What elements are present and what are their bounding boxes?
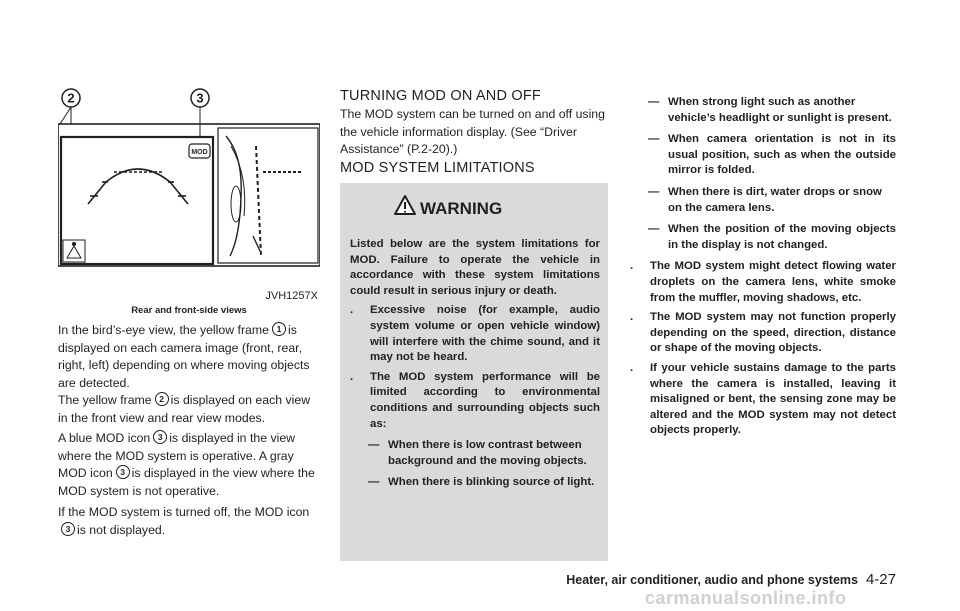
paragraph-mod-icon: A blue MOD icon 3 is displayed in the view where the MOD system is operative. A gray MOD icon 3 is displayed in the view where the MOD system is not operative.: [58, 431, 315, 498]
callout-ref-3a: 3: [153, 430, 167, 444]
callout-ref-3c: 3: [61, 522, 75, 536]
svg-text:MOD: MOD: [191, 149, 208, 156]
figure-code: JVH1257X: [265, 290, 318, 302]
list-item: — When camera orientation is not in its usual position, such as when the outside mirror is folded.: [648, 133, 896, 177]
list-item: — When there is dirt, water drops or snow on the camera lens.: [648, 185, 882, 214]
callout-ref-3b: 3: [116, 465, 130, 479]
list-item: — When there is low contrast between background and the moving objects.: [368, 439, 587, 467]
page-footer: [530, 571, 896, 588]
list-item: — When there is blinking source of light.: [368, 476, 595, 489]
callout-3: 3: [196, 90, 204, 106]
list-item: — When the position of the moving objects in the display is not changed.: [648, 223, 896, 251]
paragraph-yellow-frame-2: The yellow frame 2 is displayed on each view in the front view and rear view modes.: [58, 393, 311, 425]
warning-title: WARNING: [420, 199, 503, 218]
list-item: . The MOD system performance will be limited according to environmental conditions and surrounding objects such as:: [350, 370, 600, 430]
warning-box: [340, 183, 608, 561]
warning-header: [340, 183, 608, 219]
right-column: [630, 95, 896, 439]
callout-2: 2: [67, 90, 75, 106]
paragraph-mod-off: If the MOD system is turned off, the MOD icon3 is not displayed.: [58, 505, 310, 537]
callout-ref-2: 2: [155, 392, 169, 406]
figure-caption: Rear and front-side views: [131, 305, 247, 316]
page-number: 4-27: [865, 571, 896, 588]
paragraph-turning-mod: The MOD system can be turned on and off using the vehicle information display. (See “Driver Assistance” (P.2-20).): [340, 107, 605, 156]
paragraph-yellow-frame-1: In the bird’s-eye view, the yellow frame 1 is displayed on each camera image (front, rear, right, left) depending on where moving objects are detected.: [58, 323, 310, 390]
list-item: . The MOD system may not function properly depending on the speed, direction, distance or shape of the moving objects.: [630, 311, 896, 355]
heading-limitations: MOD SYSTEM LIMITATIONS: [340, 160, 535, 176]
list-item: . Excessive noise (for example, audio system volume or open vehicle window) will interfere with the chime sound, and it may not be heard.: [350, 304, 600, 364]
list-item: . The MOD system might detect flowing water droplets on the camera lens, white smoke from the muffler, moving shadows, etc.: [630, 260, 896, 304]
heading-turning-mod: TURNING MOD ON AND OFF: [340, 88, 541, 104]
warning-body: [350, 237, 600, 491]
camera-diagram: [58, 86, 320, 316]
camera-display-illustration: [58, 86, 320, 290]
warning-intro: Listed below are the system limitations for MOD. Failure to operate the vehicle in accordance with these system limitations could result in serious injury or death.: [350, 238, 600, 297]
figure: [58, 86, 320, 316]
callout-ref-1: 1: [272, 322, 286, 336]
list-item: . If your vehicle sustains damage to the parts where the camera is installed, leaving it misaligned or bent, the sensing zone may be altered and the MOD system may not detect objects properly.: [630, 361, 896, 437]
section-title: Heater, air conditioner, audio and phone systems: [566, 573, 858, 587]
watermark: carmanualsonline.info: [645, 588, 847, 608]
list-item: — When strong light such as another vehicle’s headlight or sunlight is present.: [648, 96, 892, 124]
